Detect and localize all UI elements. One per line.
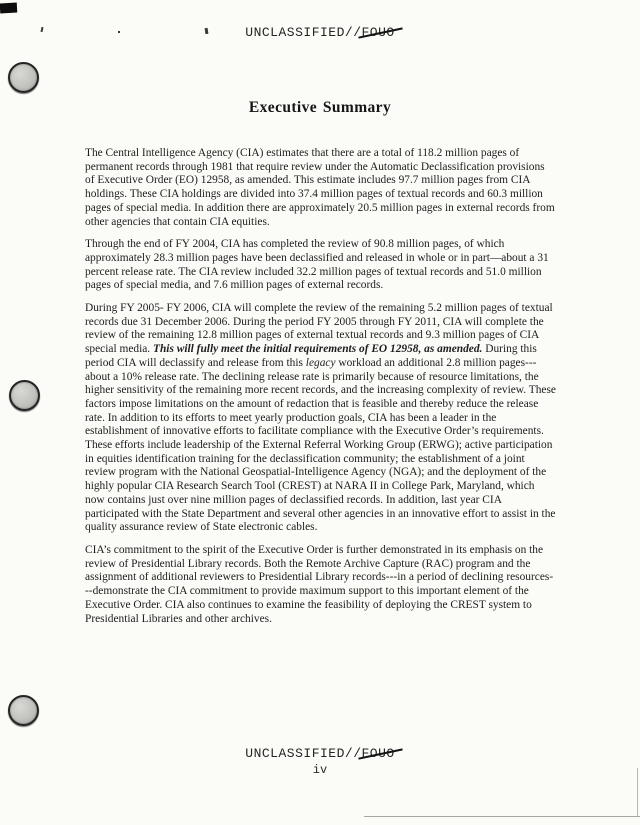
classification-footer — [0, 746, 640, 761]
body-paragraph: Through the end of FY 2004, CIA has completed the review of 90.8 million pages, of which approximately 28.3 million pages have been declassified and released in whole or in part—about a 31 percent release rate. The CIA review included 32.2 million pages of textual records and 51.0 million pages of special media, and 7.6 million pages of external records. — [85, 238, 549, 292]
classification-header — [0, 25, 640, 40]
classification-footer-struck-fouo: FOUO — [361, 746, 395, 761]
classification-footer-text: UNCLASSIFIED// — [245, 746, 362, 761]
classification-header-text: UNCLASSIFIED// — [245, 25, 362, 40]
scan-artifact-line — [364, 816, 640, 817]
page-title: Executive Summary — [248, 99, 392, 116]
body-paragraph: The Central Intelligence Agency (CIA) estimates that there are a total of 118.2 million pages of permanent records through 1981 that require review under the Automatic Declassification provisions of Executive Order (EO) 12958, as amended. This estimate includes 97.7 million pages from CIA holdings. These CIA holdings are divided into 37.4 million pages of textual records and 60.3 million pages of special media. In addition there are approximately 20.5 million pages in external records from other agencies that contain CIA equities. — [85, 147, 555, 228]
body-paragraph: CIA’s commitment to the spirit of the Executive Order is further demonstrated in its emphasis on the review of Presidential Library records. Both the Remote Archive Capture (RAC) program and the assignment of additional reviewers to Presidential Library records---in a period of declining resources---demonstrate the CIA commitment to provide maximum support to this important element of the Executive Order. CIA also continues to examine the feasibility of deploying the CREST system to Presidential Libraries and other archives. — [85, 543, 554, 625]
document-body — [85, 147, 556, 635]
page-number: iv — [312, 763, 328, 777]
body-paragraph: During FY 2005- FY 2006, CIA will complete the review of the remaining 5.2 million pages of textual records due 31 December 2006. During the period FY 2005 through FY 2011, CIA will complete the review of the remaining 12.8 million pages of external textual records and 9.3 million pages of CIA special media. This will fully meet the initial requirements of EO 12958, as amended. During this period CIA will declassify and release from this legacy workload an additional 2.8 million pages---about a 10% release rate. The declining release rate is primarily because of resource limitations, the higher sensitivity of the remaining more recent records, and the increasing complexity of review. These factors impose limitations on the amount of redaction that is feasible and thereby reduce the release rate. In addition to its efforts to meet yearly production goals, CIA has been a leader in the establishment of innovative efforts to facilitate compliance with the Executive Order’s requirements. These efforts include leadership of the External Referral Working Group (ERWG); active participation in equities identification training for the declassification community; the establishment of a joint review program with the National Geospatial-Intelligence Agency (NGA); and the deployment of the highly popular CIA Research Search Tool (CREST) at NARA II in College Park, Maryland, which now contains just over nine million pages of declassified records. In addition, last year CIA participated with the State Department and several other agencies in an innovative effort to assist in the quality assurance review of State electronic cables. — [85, 302, 556, 534]
scan-artifact-line — [637, 768, 638, 816]
punch-hole-icon — [9, 380, 40, 411]
classification-header-struck-fouo: FOUO — [361, 25, 395, 40]
punch-hole-icon — [8, 695, 39, 726]
scan-corner-mark — [0, 3, 17, 14]
punch-hole-icon — [8, 62, 39, 93]
